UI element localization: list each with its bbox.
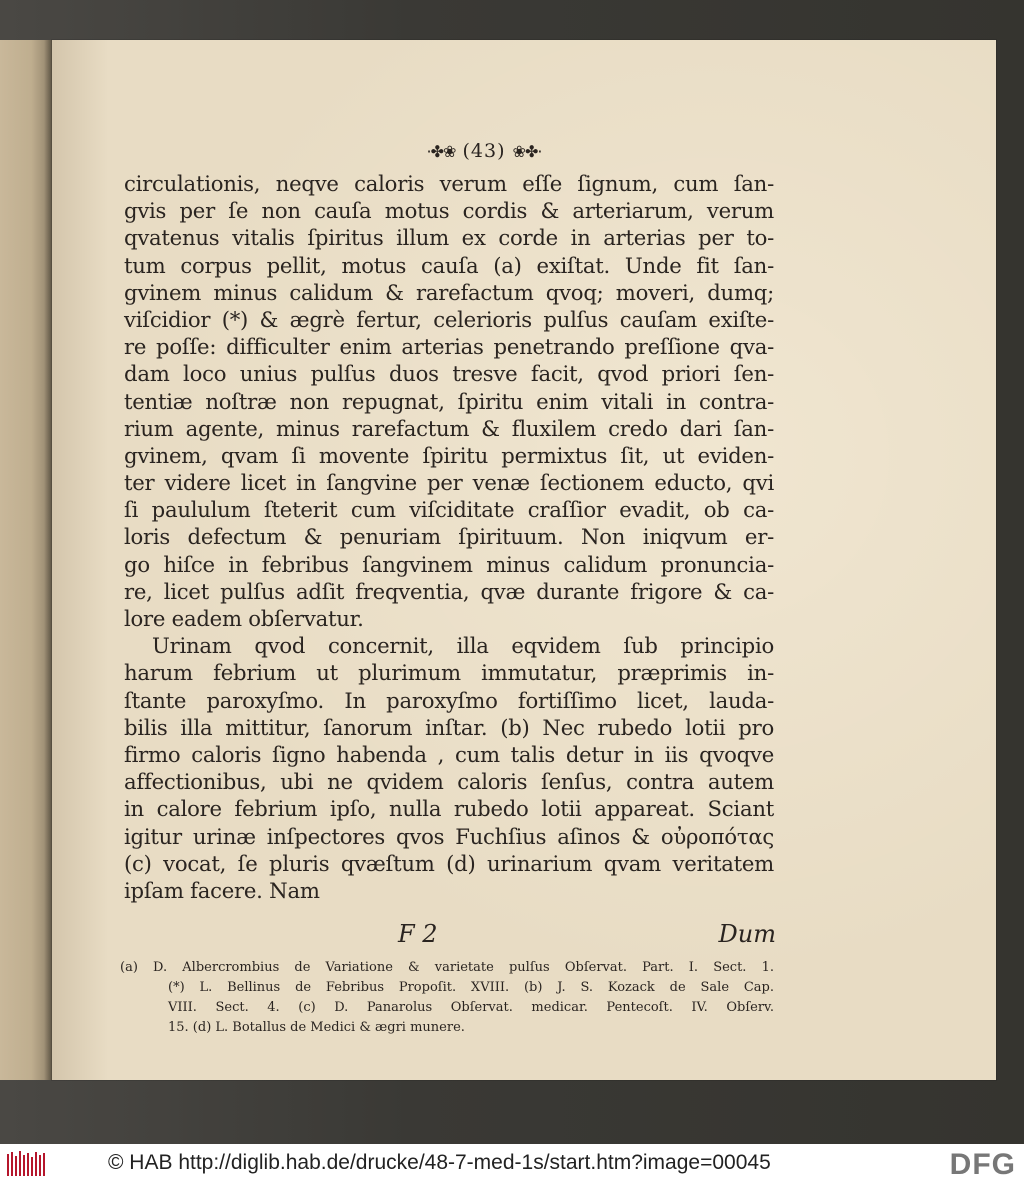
source-url[interactable]: © HAB http://diglib.hab.de/drucke/48-7-med-1s/start.htm?image=00045 — [108, 1151, 771, 1174]
text-line: dam loco unius pulſus duos tresve facit, qvod priori ſen- — [124, 361, 774, 387]
footer-bar — [0, 1144, 1024, 1184]
catchword: Dum — [718, 920, 776, 949]
footnote-line: VIII. Sect. 4. (c) D. Panarolus Obſervat. medicar. Pentecoſt. IV. Obſerv. — [168, 1000, 774, 1016]
text-line: Urinam qvod concernit, illa eqvidem ſub principio — [152, 633, 774, 659]
hab-logo-icon — [6, 1150, 46, 1178]
footnote-line: (a) D. Albercrombius de Variatione & varietate pulſus Obſervat. Part. I. Sect. 1. — [120, 960, 774, 976]
text-line: firmo caloris ſigno habenda , cum talis detur in iis qvoqve — [124, 741, 774, 767]
text-line: viſcidior (*) & ægrè fertur, celerioris pulſus cauſam exiſte- — [124, 306, 774, 332]
signature-mark: F 2 — [398, 920, 438, 949]
header-ornament-left: ·✤❀ — [426, 142, 456, 161]
text-line: harum febrium ut plurimum immutatur, præprimis in- — [124, 660, 774, 686]
footnote-line: 15. (d) L. Botallus de Medici & ægri munere. — [168, 1020, 465, 1036]
text-line: rium agente, minus rarefactum & fluxilem credo dari ſan- — [124, 415, 774, 441]
text-line: re, licet pulſus adſit freqventia, qvæ durante frigore & ca- — [124, 578, 774, 604]
text-line: loris defectum & penuriam ſpirituum. Non iniqvum er- — [124, 524, 774, 550]
text-line: ſi paululum ſteterit cum viſciditate craſſior evadit, ob ca- — [124, 497, 774, 523]
paragraph-1 — [124, 170, 774, 632]
page-number: (43) — [462, 140, 506, 162]
text-line: in calore febrium ipſo, nulla rubedo lotii appareat. Sciant — [124, 796, 774, 822]
text-line: ter videre licet in ſangvine per venæ ſectionem educto, qvi — [124, 470, 774, 496]
text-line: qvatenus vitalis ſpiritus illum ex corde in arterias per to- — [124, 225, 774, 251]
page-header — [194, 136, 774, 170]
previous-page-edge — [0, 40, 52, 1080]
text-line: go hiſce in febribus ſangvinem minus calidum pronuncia- — [124, 551, 774, 577]
text-line: gvinem minus calidum & rarefactum qvoq; moveri, dumq; — [124, 279, 774, 305]
text-line: bilis illa mittitur, ſanorum inſtar. (b) Nec rubedo lotii pro — [124, 714, 774, 740]
signature-line — [124, 920, 774, 954]
paragraph-2 — [124, 632, 774, 904]
text-line: re poſſe: difficulter enim arterias penetrando preſſione qva- — [124, 334, 774, 360]
gutter-shadow — [44, 40, 52, 1080]
text-line: lore eadem obſervatur. — [124, 606, 364, 631]
header-ornament-right: ❀✤· — [512, 142, 542, 161]
text-line: ſtante paroxyſmo. In paroxyſmo fortiſſimo licet, lauda- — [124, 687, 774, 713]
text-line: tentiæ noſtræ non repugnat, ſpiritu enim vitali in contra- — [124, 388, 774, 414]
text-line: gvis per ſe non cauſa motus cordis & arteriarum, verum — [124, 198, 774, 224]
text-line: gvinem, qvam ſi movente ſpiritu permixtus ſit, ut eviden- — [124, 442, 774, 468]
book-page — [52, 40, 996, 1080]
dfg-logo: DFG — [949, 1148, 1016, 1181]
text-line: circulationis, neqve caloris verum eſſe ſignum, cum ſan- — [124, 171, 774, 196]
text-line: tum corpus pellit, motus cauſa (a) exiſtat. Unde fit ſan- — [124, 252, 774, 278]
text-line: ipſam facere. Nam — [124, 877, 320, 903]
text-line: igitur urinæ inſpectores qvos Fuchſius aſinos & οὐροπότας — [124, 823, 774, 849]
footnotes — [120, 958, 774, 1038]
page-text-block — [120, 136, 776, 1038]
footnote-line: (*) L. Bellinus de Febribus Propoſit. XVIII. (b) J. S. Kozack de Sale Cap. — [168, 980, 774, 996]
text-line: affectionibus, ubi ne qvidem caloris ſenſus, contra autem — [124, 769, 774, 795]
text-line: (c) vocat, ſe pluris qvæſtum (d) urinarium qvam veritatem — [124, 850, 774, 876]
